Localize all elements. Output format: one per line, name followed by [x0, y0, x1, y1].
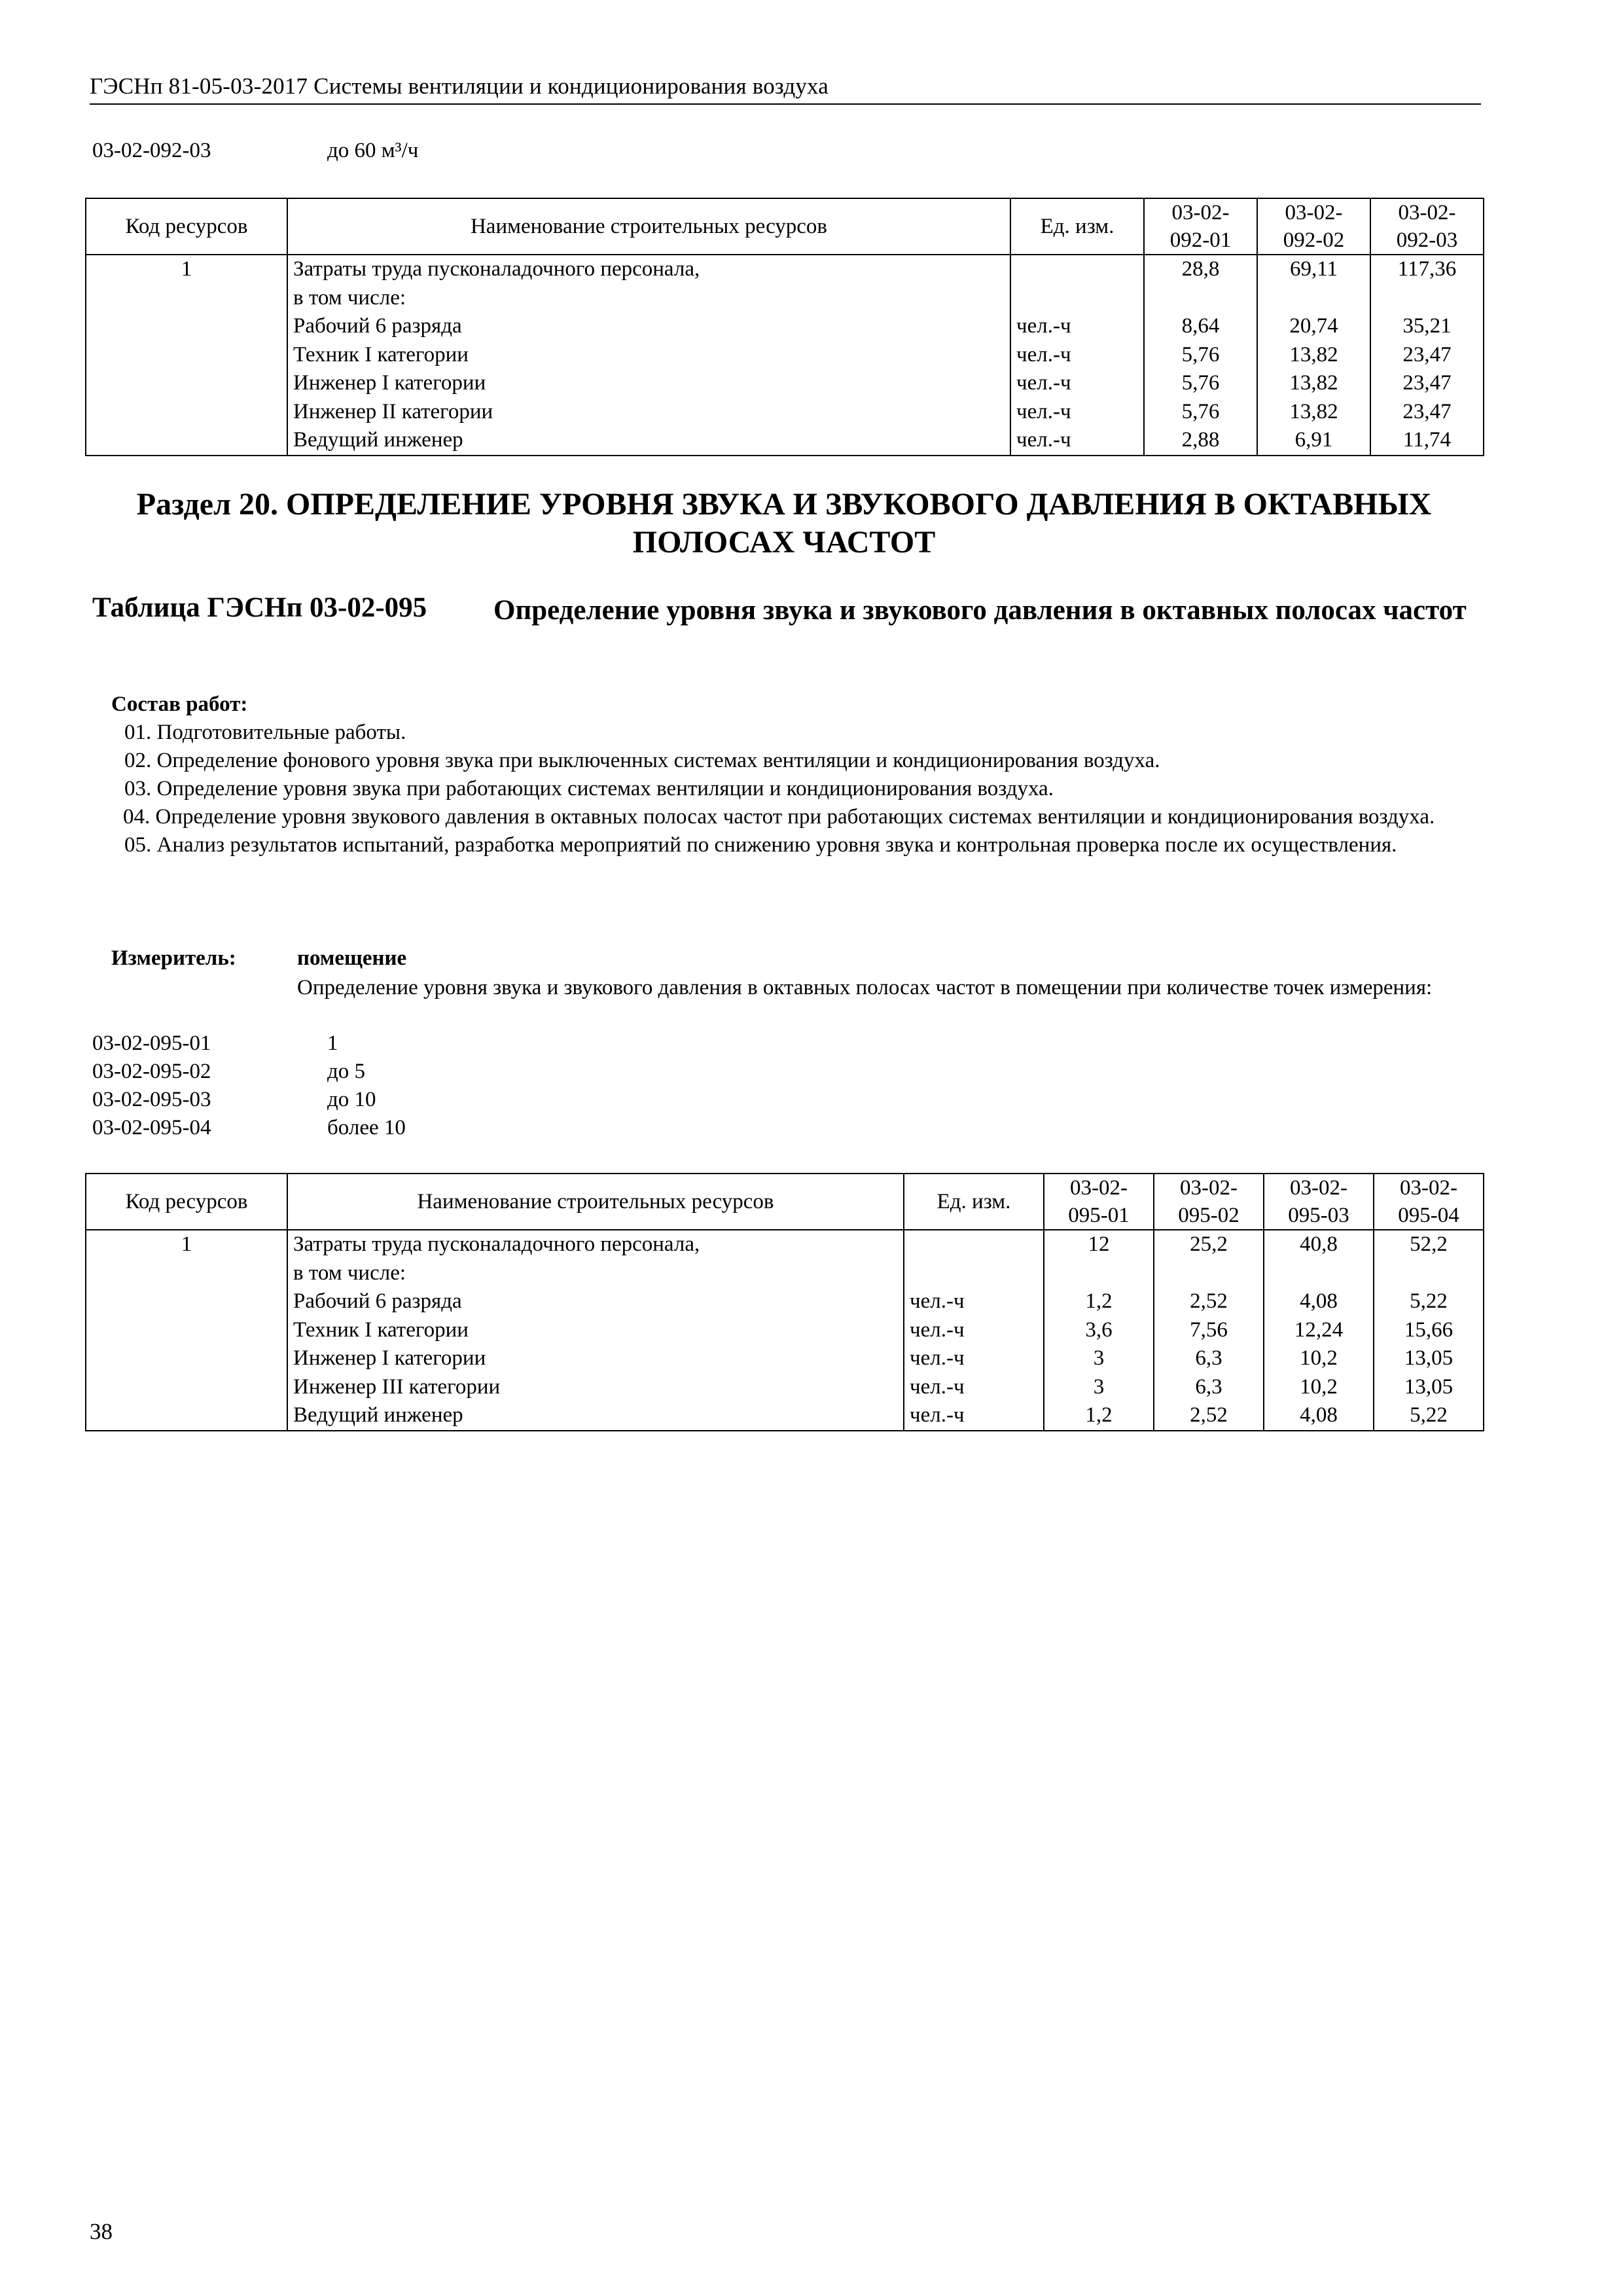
- header-col-line: 03-02-: [1398, 201, 1456, 224]
- header-code: Код ресурсов: [86, 1174, 287, 1230]
- cell-line: 5,76: [1181, 371, 1220, 395]
- resource-values: [1144, 255, 1257, 456]
- meter-item-value: более 10: [327, 1116, 406, 1139]
- resource-values: [1154, 1230, 1264, 1431]
- header-name: Наименование строительных ресурсов: [287, 198, 1010, 255]
- header-unit: Ед. изм.: [904, 1174, 1044, 1230]
- header-col: [1044, 1174, 1154, 1230]
- meter-item-code: 03-02-095-04: [92, 1116, 211, 1139]
- cell-line: чел.-ч: [1016, 342, 1071, 367]
- cell-line: Техник I категории: [293, 1318, 469, 1342]
- cell-line: Рабочий 6 разряда: [293, 1289, 462, 1313]
- cell-line: [910, 1230, 1038, 1259]
- header-col: [1374, 1174, 1484, 1230]
- cell-line: Затраты труда пусконаладочного персонала,: [293, 1232, 700, 1256]
- cell-line: 5,22: [1410, 1403, 1448, 1427]
- cell-line: Ведущий инженер: [293, 428, 463, 452]
- cell-line: 13,82: [1289, 342, 1338, 367]
- cell-line: 6,91: [1294, 428, 1333, 452]
- cell-line: Рабочий 6 разряда: [293, 314, 462, 338]
- cell-line: чел.-ч: [1016, 371, 1071, 395]
- header-name: Наименование строительных ресурсов: [287, 1174, 904, 1230]
- cell-line: 7,56: [1190, 1318, 1228, 1342]
- cell-line: 13,05: [1404, 1374, 1454, 1399]
- header-col-line: 03-02-: [1180, 1176, 1238, 1200]
- cell-line: 23,47: [1402, 371, 1452, 395]
- header-col: [1370, 198, 1484, 255]
- header-col-line: 03-02-: [1290, 1176, 1347, 1200]
- meter-item-code: 03-02-095-03: [92, 1088, 211, 1111]
- cell-line: чел.-ч: [910, 1318, 965, 1342]
- top-item-value: до 60 м³/ч: [327, 139, 419, 162]
- cell-line: чел.-ч: [1016, 428, 1071, 452]
- cell-line: Затраты труда пусконаладочного персонала,: [293, 257, 700, 281]
- resource-values: [1044, 1230, 1154, 1431]
- cell-line: [1150, 284, 1251, 313]
- section-title: Раздел 20. ОПРЕДЕЛЕНИЕ УРОВНЯ ЗВУКА И ЗВУКОВОГО ДАВЛЕНИЯ В ОКТАВНЫХ ПОЛОСАХ ЧАСТОТ: [136, 487, 1432, 560]
- cell-line: 12,24: [1294, 1318, 1344, 1342]
- resource-names: [287, 1230, 904, 1431]
- resource-units: [1010, 255, 1144, 456]
- cell-line: Ведущий инженер: [293, 1403, 463, 1427]
- meter-item-value: 1: [327, 1031, 338, 1055]
- cell-line: 3,6: [1085, 1318, 1113, 1342]
- cell-line: [1380, 1259, 1478, 1288]
- cell-line: Инженер I категории: [293, 1346, 486, 1370]
- cell-line: 13,82: [1289, 399, 1338, 423]
- cell-line: 52,2: [1410, 1232, 1448, 1256]
- header-col-line: 095-04: [1398, 1204, 1459, 1227]
- cell-line: 1,2: [1085, 1289, 1113, 1313]
- cell-line: 23,47: [1402, 399, 1452, 423]
- cell-line: 28,8: [1181, 257, 1220, 281]
- meter-description: Определение уровня звука и звукового давления в октавных полосах частот в помещении при количестве точек измерения:: [297, 976, 1433, 999]
- resource-names: [287, 255, 1010, 456]
- meter-unit: помещение: [297, 946, 407, 970]
- resource-code: 1: [86, 1230, 287, 1431]
- header-col: [1154, 1174, 1264, 1230]
- cell-line: 117,36: [1397, 257, 1457, 281]
- header-col-line: 03-02-: [1070, 1176, 1128, 1200]
- cell-line: 10,2: [1300, 1346, 1338, 1370]
- cell-line: [1270, 1259, 1368, 1288]
- cell-line: 2,52: [1190, 1289, 1228, 1313]
- cell-line: 10,2: [1300, 1374, 1338, 1399]
- cell-line: 13,05: [1404, 1346, 1454, 1370]
- cell-line: 6,3: [1195, 1374, 1222, 1399]
- header-col-line: 095-01: [1068, 1204, 1130, 1227]
- header-col: [1144, 198, 1257, 255]
- cell-line: чел.-ч: [1016, 399, 1071, 423]
- works-item: 04. Определение уровня звукового давления в октавных полосах частот при работающих системах вентиляции и кондиционирования воздуха.: [123, 805, 1435, 829]
- top-item-code: 03-02-092-03: [92, 139, 211, 162]
- cell-line: [1016, 255, 1138, 284]
- meter-item-value: до 5: [327, 1060, 366, 1083]
- cell-line: 25,2: [1190, 1232, 1228, 1256]
- works-list: [124, 719, 1486, 859]
- cell-line: [1050, 1259, 1148, 1288]
- cell-line: 12: [1088, 1232, 1110, 1256]
- header-col-line: 095-03: [1288, 1204, 1349, 1227]
- cell-line: в том числе:: [293, 1261, 406, 1285]
- cell-line: [910, 1259, 1038, 1288]
- cell-line: 2,52: [1190, 1403, 1228, 1427]
- cell-line: [1376, 284, 1478, 313]
- cell-line: [1160, 1259, 1258, 1288]
- cell-line: 2,88: [1181, 428, 1220, 452]
- resource-values: [1257, 255, 1370, 456]
- resource-values: [1264, 1230, 1374, 1431]
- works-item: 02. Определение фонового уровня звука при выключенных системах вентиляции и кондиционирования воздуха.: [124, 749, 1160, 772]
- cell-line: 5,22: [1410, 1289, 1448, 1313]
- header-col-line: 03-02-: [1171, 201, 1230, 224]
- header-col: [1257, 198, 1370, 255]
- resource-table-092: [85, 198, 1484, 456]
- cell-line: 3: [1093, 1346, 1105, 1370]
- header-unit: Ед. изм.: [1010, 198, 1144, 255]
- resource-code: 1: [86, 255, 287, 456]
- cell-line: 13,82: [1289, 371, 1338, 395]
- cell-line: 35,21: [1402, 314, 1452, 338]
- resource-values: [1374, 1230, 1484, 1431]
- cell-line: Техник I категории: [293, 342, 469, 367]
- cell-line: 8,64: [1181, 314, 1220, 338]
- cell-line: 11,74: [1402, 428, 1452, 452]
- meter-label: Измеритель:: [111, 946, 236, 970]
- cell-line: 4,08: [1300, 1403, 1338, 1427]
- cell-line: в том числе:: [293, 285, 406, 310]
- header-code: Код ресурсов: [86, 198, 287, 255]
- cell-line: чел.-ч: [910, 1346, 965, 1370]
- cell-line: 3: [1093, 1374, 1105, 1399]
- cell-line: чел.-ч: [1016, 314, 1071, 338]
- works-item: 05. Анализ результатов испытаний, разработка мероприятий по снижению уровня звука и контрольная проверка после их осуществления.: [124, 833, 1397, 857]
- works-item: 01. Подготовительные работы.: [124, 721, 406, 744]
- meter-item-code: 03-02-095-01: [92, 1031, 211, 1055]
- header-col-line: 092-02: [1283, 228, 1345, 252]
- cell-line: 5,76: [1181, 399, 1220, 423]
- meter-item-code: 03-02-095-02: [92, 1060, 211, 1083]
- header-col-line: 03-02-: [1285, 201, 1343, 224]
- works-heading: Состав работ:: [111, 692, 248, 716]
- meter-item-value: до 10: [327, 1088, 376, 1111]
- cell-line: 69,11: [1289, 257, 1338, 281]
- works-item: 03. Определение уровня звука при работающих системах вентиляции и кондиционирования воздуха.: [124, 777, 1054, 800]
- resource-table-095: [85, 1173, 1484, 1431]
- cell-line: Инженер III категории: [293, 1374, 501, 1399]
- page-number: 38: [90, 2219, 113, 2244]
- cell-line: чел.-ч: [910, 1289, 965, 1313]
- cell-line: чел.-ч: [910, 1403, 965, 1427]
- cell-line: Инженер I категории: [293, 371, 486, 395]
- header-col-line: 092-03: [1396, 228, 1458, 252]
- cell-line: 4,08: [1300, 1289, 1338, 1313]
- cell-line: чел.-ч: [910, 1374, 965, 1399]
- table-title-text: Определение уровня звука и звукового давления в октавных полосах частот: [493, 595, 1467, 626]
- cell-line: 40,8: [1300, 1232, 1338, 1256]
- cell-line: Инженер II категории: [293, 399, 493, 423]
- cell-line: [1263, 284, 1364, 313]
- cell-line: 1,2: [1085, 1403, 1113, 1427]
- cell-line: 20,74: [1289, 314, 1338, 338]
- header-col-line: 092-01: [1169, 228, 1232, 252]
- header-col-line: 095-02: [1178, 1204, 1240, 1227]
- cell-line: 23,47: [1402, 342, 1452, 367]
- cell-line: 6,3: [1195, 1346, 1222, 1370]
- cell-line: 15,66: [1404, 1318, 1454, 1342]
- resource-units: [904, 1230, 1044, 1431]
- cell-line: [1016, 284, 1138, 313]
- header-col: [1264, 1174, 1374, 1230]
- cell-line: 5,76: [1181, 342, 1220, 367]
- header-col-line: 03-02-: [1400, 1176, 1457, 1200]
- resource-values: [1370, 255, 1484, 456]
- page-header: ГЭСНп 81-05-03-2017 Системы вентиляции и кондиционирования воздуха: [90, 73, 1481, 105]
- table-title-label: Таблица ГЭСНп 03-02-095: [92, 592, 427, 623]
